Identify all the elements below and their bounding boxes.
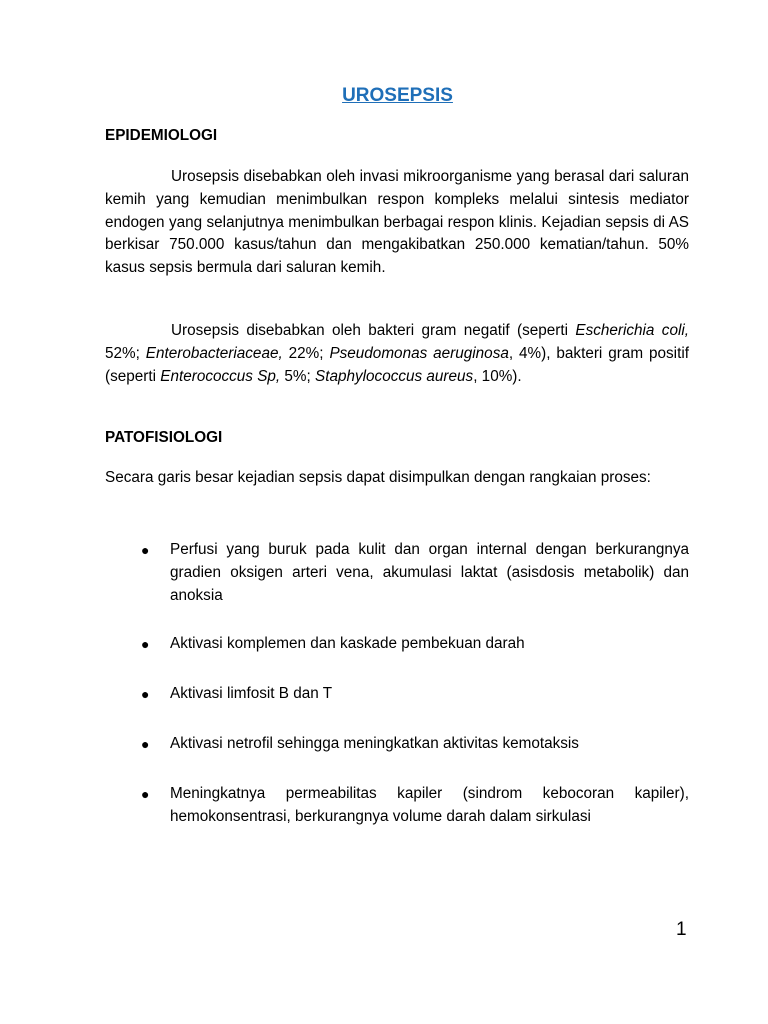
patofisiologi-intro: Secara garis besar kejadian sepsis dapat disimpulkan dengan rangkaian proses: <box>105 469 651 486</box>
species-name: Escherichia coli, <box>575 322 690 339</box>
list-item <box>105 783 689 829</box>
list-item-text: Aktivasi limfosit B dan T <box>170 685 333 702</box>
species-name: Pseudomonas aeruginosa <box>329 344 509 362</box>
paragraph-text: , 10%). <box>473 367 522 385</box>
paragraph-text: Urosepsis disebabkan oleh bakteri gram negatif (seperti <box>171 322 576 339</box>
section-heading-epidemiologi: EPIDEMIOLOGI <box>105 127 218 144</box>
list-item-text: Perfusi yang buruk pada kulit dan organ internal dengan berkurangnya gradien oksigen arteri vena, akumulasi laktat (asisdosis metabolik) dan anoksia <box>170 541 689 604</box>
bullet-icon: ● <box>141 686 150 702</box>
epidemiologi-paragraph-1: Urosepsis disebabkan oleh invasi mikroorganisme yang berasal dari saluran kemih yang kemudian menimbulkan respon kompleks melalui sintesis mediator endogen yang selanjutnya menimbulkan berbagai respon klinis. Kejadian sepsis di AS berkisar 750.000 kasus/tahun dan mengakibatkan 250.000 kematian/tahun. 50% kasus sepsis bermula dari saluran kemih. <box>105 168 689 277</box>
bullet-icon: ● <box>141 636 150 652</box>
paragraph-text: , 4%), bakteri gram positif (seperti <box>105 344 689 385</box>
list-item-text: Meningkatnya permeabilitas kapiler (sindrom kebocoran kapiler), hemokonsentrasi, berkurangnya volume darah dalam sirkulasi <box>170 785 689 825</box>
species-name: Staphylococcus aureus <box>315 367 474 385</box>
list-item-text: Aktivasi komplemen dan kaskade pembekuan darah <box>170 635 525 652</box>
document-title: UROSEPSIS <box>342 85 453 106</box>
list-item <box>105 733 689 756</box>
species-name: Enterobacteriaceae, <box>145 344 283 362</box>
bullet-icon: ● <box>141 736 150 752</box>
paragraph-text: 52%; <box>105 344 146 362</box>
bullet-icon: ● <box>141 542 150 558</box>
list-item <box>105 633 689 656</box>
list-item <box>105 683 689 706</box>
paragraph-text: 5%; <box>280 367 316 385</box>
list-item <box>105 539 689 607</box>
species-name: Enterococcus Sp, <box>160 367 281 385</box>
bullet-icon: ● <box>141 786 150 802</box>
page-number: 1 <box>676 919 687 940</box>
paragraph-text: 22%; <box>282 344 330 362</box>
section-heading-patofisiologi: PATOFISIOLOGI <box>105 429 223 446</box>
epidemiologi-paragraph-2 <box>105 320 689 388</box>
list-item-text: Aktivasi netrofil sehingga meningkatkan aktivitas kemotaksis <box>170 735 579 752</box>
